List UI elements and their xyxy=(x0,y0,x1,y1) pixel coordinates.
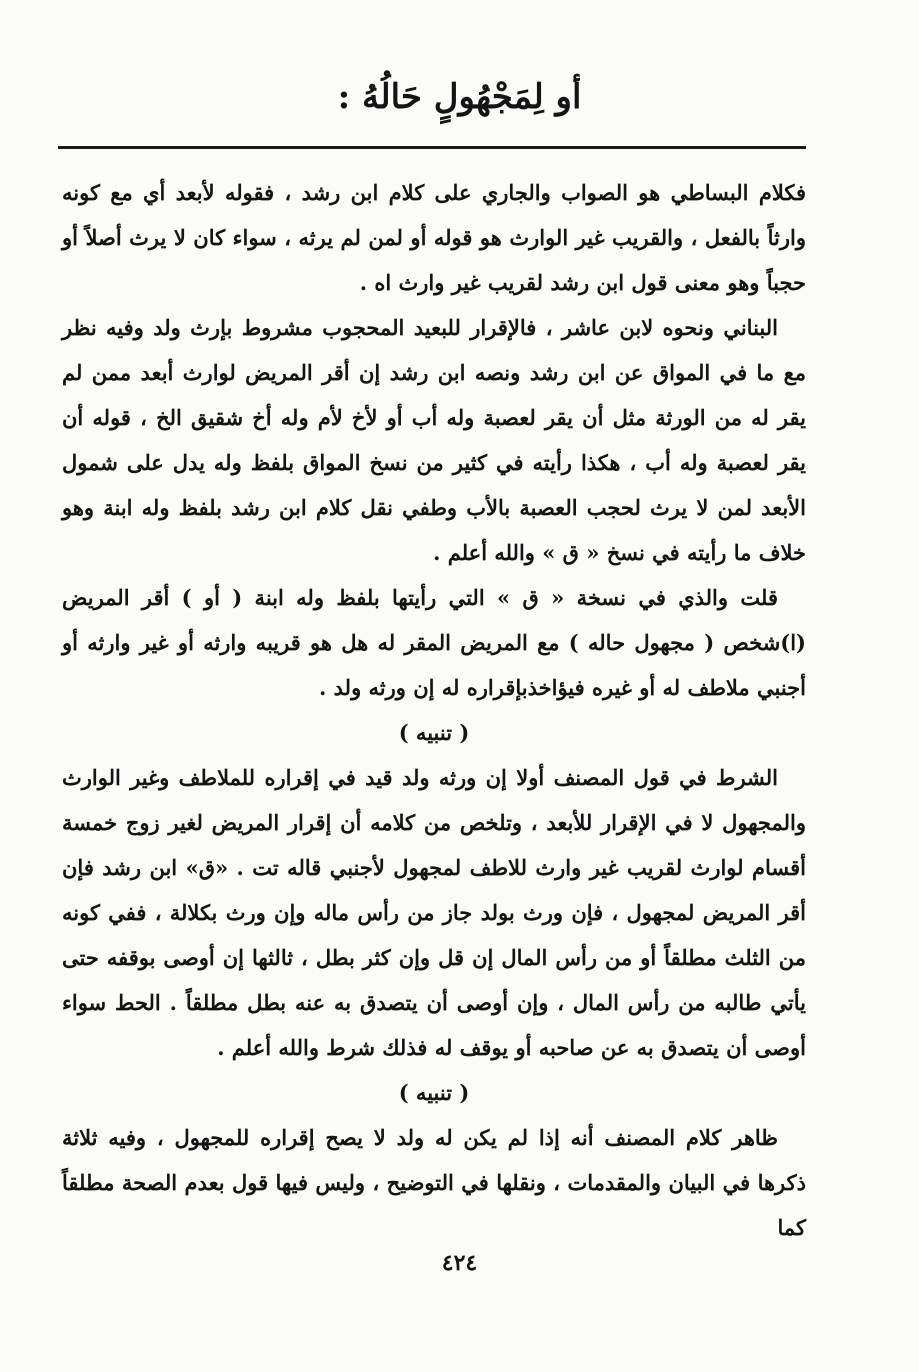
section-heading-2: ( تنبيه ) xyxy=(398,1080,470,1105)
paragraph-2: البناني ونحوه لابن عاشر ، فالإقرار للبعيد المحجوب مشروط بإرث ولد وفيه نظر مع ما في المواق عن ابن رشد ونصه ابن رشد إن أقر المريض لوارث أبعد ممن لم يقر له من الورثة مثل أن يقر لعصبة وله أب أو لأخ لأم وله أخ شقيق الخ ، قوله أن يقر لعصبة وله أب ، هكذا رأيته في كثير من نسخ المواق بلفظ وله يدل على شمول الأبعد لمن لا يرث لحجب العصبة بالأب وطفي نقل كلام ابن رشد بلفظ وله ابنة وهو خلاف ما رأيته في نسخ « ق » والله أعلم . xyxy=(62,315,806,565)
page-title: أو لِمَجْهُولٍ حَالُهُ : xyxy=(337,77,582,117)
paragraph-4: الشرط في قول المصنف أولا إن ورثه ولد قيد في إقراره للملاطف وغير الوارث والمجهول لا في الإقرار للأبعد ، وتلخص من كلامه أن إقرار المريض لغير زوج خمسة أقسام لوارث لقريب غير وارث للاطف لمجهول لأجنبي قاله تت . «ق» ابن رشد فإن أقر المريض لمجهول ، فإن ورث بولد جاز من رأس ماله وإن ورث بكلالة ، ففي كونه من الثلث مطلقاً أو من رأس المال إن قل وإن كثر بطل ، ثالثها إن أوصى بوقفه حتى يأتي طالبه من رأس المال ، وإن أوصى أن يتصدق به عنه بطل مطلقاً . الحط سواء أوصى أن يتصدق به عن صاحبه أو يوقف له فذلك شرط والله أعلم . xyxy=(62,765,806,1060)
page-number: ٤٢٤ xyxy=(441,1250,478,1276)
paragraph-1: فكلام البساطي هو الصواب والجاري على كلام ابن رشد ، فقوله لأبعد أي مع كونه وارثاً بالفعل ، والقريب غير الوارث هو قوله أو لمن لم يرثه ، سواء كان لا يرث أصلاً أو حجباً وهو معنى قول ابن رشد لقريب غير وارث اه . xyxy=(62,180,806,295)
document-body xyxy=(62,170,806,1250)
paragraph-3: قلت والذي في نسخة « ق » التي رأيتها بلفظ وله ابنة ( أو ) أقر المريض (ا)شخص ( مجهول حاله ) مع المريض المقر له هل هو قريبه وارثه أو غير وارثه أو أجنبي ملاطف له أو غيره فيؤاخذبإقراره له إن ورثه ولد . xyxy=(62,585,806,700)
paragraph-5: ظاهر كلام المصنف أنه إذا لم يكن له ولد لا يصح إقراره للمجهول ، وفيه ثلاثة ذكرها في البيان والمقدمات ، ونقلها في التوضيح ، وليس فيها قول بعدم الصحة مطلقاً كما xyxy=(62,1125,806,1240)
section-heading-1: ( تنبيه ) xyxy=(398,720,470,745)
header-divider xyxy=(58,146,806,149)
